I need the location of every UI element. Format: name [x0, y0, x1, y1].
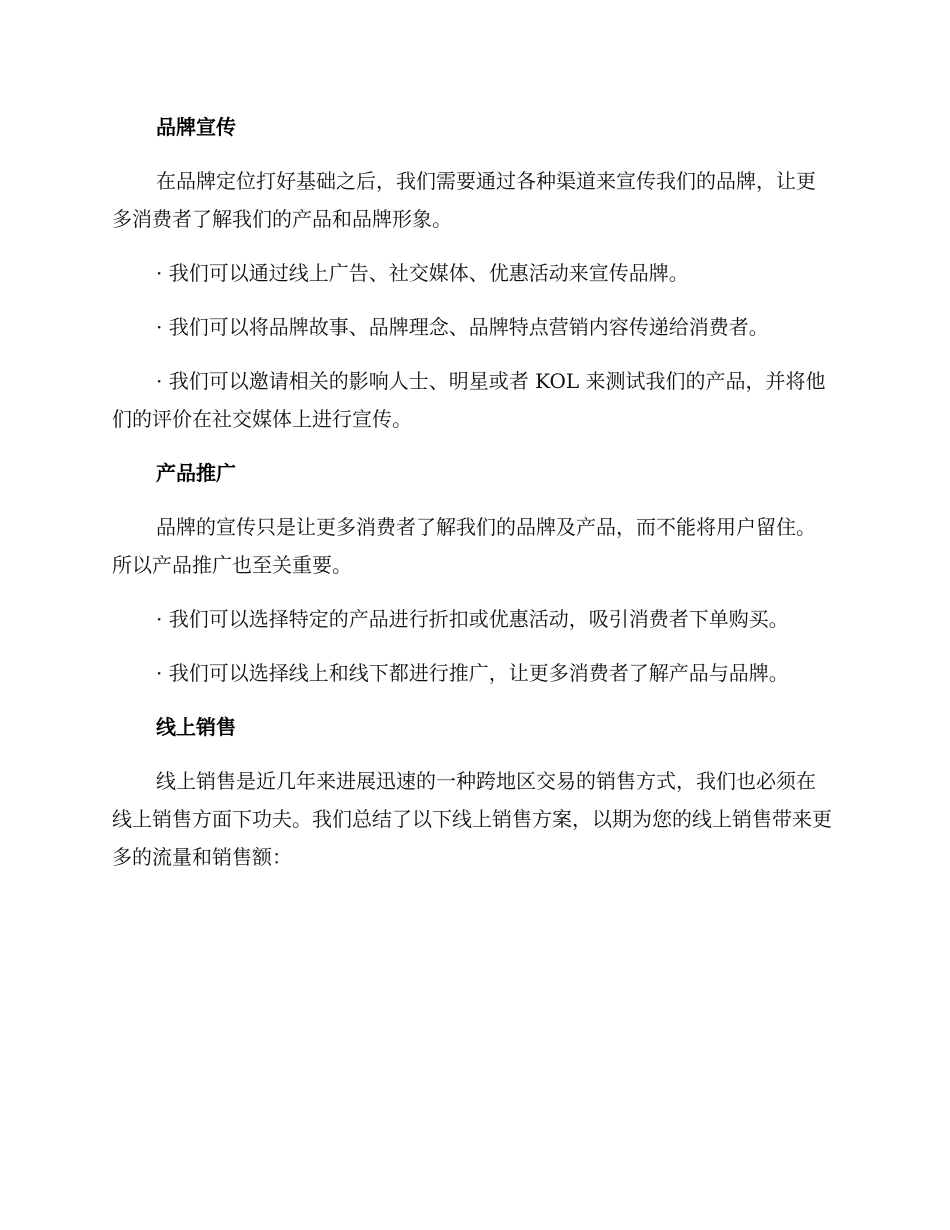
bullet-item: · 我们可以通过线上广告、社交媒体、优惠活动来宣传品牌。: [156, 261, 689, 285]
section-heading-product-promotion: 产品推广: [156, 461, 236, 485]
section-heading-brand-promotion: 品牌宣传: [156, 115, 236, 139]
paragraph: 品牌的宣传只是让更多消费者了解我们的品牌及产品，而不能将用户留住。所以产品推广也至关重要。: [112, 515, 816, 577]
section-heading-online-sales: 线上销售: [156, 715, 236, 739]
bullet-item: · 我们可以邀请相关的影响人士、明星或者 KOL 来测试我们的产品，并将他们的评价在社交媒体上进行宣传。: [112, 369, 826, 431]
paragraph: 线上销售是近几年来进展迅速的一种跨地区交易的销售方式，我们也必须在线上销售方面下功夫。我们总结了以下线上销售方案，以期为您的线上销售带来更多的流量和销售额：: [112, 769, 832, 869]
bullet-item: · 我们可以将品牌故事、品牌理念、品牌特点营销内容传递给消费者。: [156, 315, 769, 339]
bullet-item: · 我们可以选择特定的产品进行折扣或优惠活动，吸引消费者下单购买。: [156, 607, 789, 631]
paragraph: 在品牌定位打好基础之后，我们需要通过各种渠道来宣传我们的品牌，让更多消费者了解我们的产品和品牌形象。: [112, 169, 816, 231]
bullet-item: · 我们可以选择线上和线下都进行推广，让更多消费者了解产品与品牌。: [156, 661, 789, 685]
